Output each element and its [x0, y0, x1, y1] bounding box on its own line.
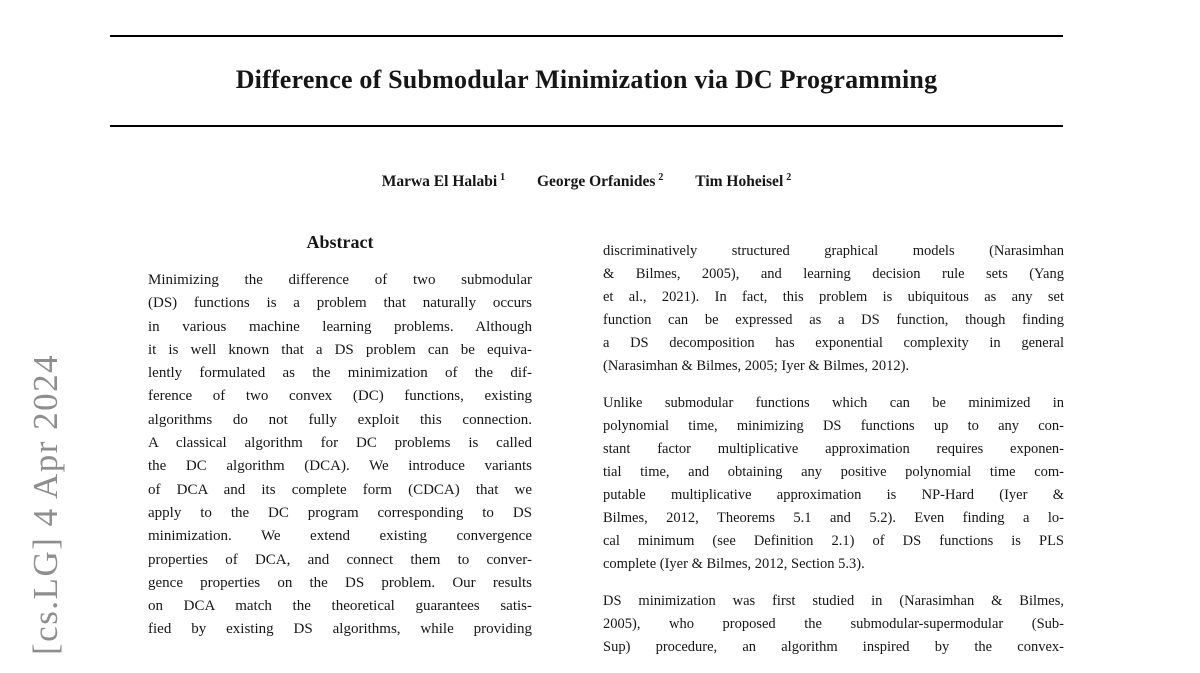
abstract-line: the DC algorithm (DCA). We introduce variants — [148, 458, 532, 475]
body-line: polynomial time, minimizing DS functions up to any con- — [603, 418, 1064, 434]
abstract-line: A classical algorithm for DC problems is called — [148, 435, 532, 452]
right-column — [603, 240, 1064, 673]
affiliation-superscript: 1 — [500, 172, 506, 183]
body-line: et al., 2021). In fact, this problem is ubiquitous as any set — [603, 289, 1064, 305]
body-line: stant factor multiplicative approximation requires exponen- — [603, 441, 1064, 457]
author-0 — [382, 172, 505, 191]
body-line: (Narasimhan & Bilmes, 2005; Iyer & Bilmes, 2012). — [603, 358, 910, 374]
author-name: George Orfanides — [537, 173, 656, 191]
abstract-line: properties of DCA, and connect them to conver- — [148, 551, 532, 568]
author-name: Tim Hoheisel — [695, 173, 784, 191]
affiliation-superscript: 2 — [786, 172, 792, 183]
arxiv-watermark: [cs.LG] 4 Apr 2024 — [26, 353, 65, 655]
abstract-line: algorithms do not fully exploit this connection. — [148, 411, 532, 428]
author-name: Marwa El Halabi — [381, 173, 498, 191]
body-paragraph — [603, 392, 1064, 576]
abstract-line: in various machine learning problems. Although — [148, 318, 532, 335]
paper-title: Difference of Submodular Minimization via DC Programming — [235, 65, 938, 94]
abstract-line: Minimizing the difference of two submodular — [148, 272, 532, 288]
body-line: Unlike submodular functions which can be minimized in — [603, 395, 1064, 411]
abstract-line: (DS) functions is a problem that naturally occurs — [148, 295, 532, 312]
abstract-text — [148, 269, 532, 642]
abstract-heading: Abstract — [306, 232, 374, 252]
author-2 — [695, 172, 791, 191]
body-line: tial time, and obtaining any positive polynomial time com- — [603, 464, 1064, 480]
body-line: a DS decomposition has exponential complexity in general — [603, 335, 1064, 351]
abstract-line: it is well known that a DS problem can be equiva- — [148, 341, 532, 358]
body-line: function can be expressed as a DS function, though finding — [603, 312, 1064, 328]
body-paragraph — [603, 590, 1064, 659]
body-line: DS minimization was first studied in (Narasimhan & Bilmes, — [603, 593, 1064, 609]
body-line: & Bilmes, 2005), and learning decision rule sets (Yang — [603, 266, 1064, 282]
body-line: complete (Iyer & Bilmes, 2012, Section 5.3). — [603, 556, 865, 572]
abstract-line: on DCA match the theoretical guarantees satis- — [148, 598, 532, 615]
body-paragraph — [603, 240, 1064, 378]
affiliation-superscript: 2 — [658, 172, 664, 183]
authors-line — [110, 172, 1063, 191]
abstract-line: fied by existing DS algorithms, while providing — [148, 621, 532, 638]
abstract-line: gence properties on the DS problem. Our results — [148, 574, 532, 591]
body-line: Sup) procedure, an algorithm inspired by the convex- — [603, 639, 1064, 655]
author-1 — [537, 172, 663, 191]
body-line: 2005), who proposed the submodular-supermodular (Sub- — [603, 616, 1064, 632]
abstract-line: of DCA and its complete form (CDCA) that we — [148, 481, 532, 498]
abstract-line: apply to the DC program corresponding to DS — [148, 504, 532, 521]
body-line: discriminatively structured graphical models (Narasimhan — [603, 243, 1064, 259]
abstract-line: ference of two convex (DC) functions, existing — [148, 388, 532, 405]
body-line: Bilmes, 2012, Theorems 5.1 and 5.2). Even finding a lo- — [603, 510, 1064, 526]
mid-rule — [110, 125, 1063, 127]
abstract-line: lently formulated as the minimization of the dif- — [148, 365, 532, 382]
top-rule — [110, 35, 1063, 37]
body-line: cal minimum (see Definition 2.1) of DS functions is PLS — [603, 533, 1064, 549]
body-line: putable multiplicative approximation is NP-Hard (Iyer & — [603, 487, 1064, 503]
abstract-line: minimization. We extend existing convergence — [148, 528, 532, 545]
